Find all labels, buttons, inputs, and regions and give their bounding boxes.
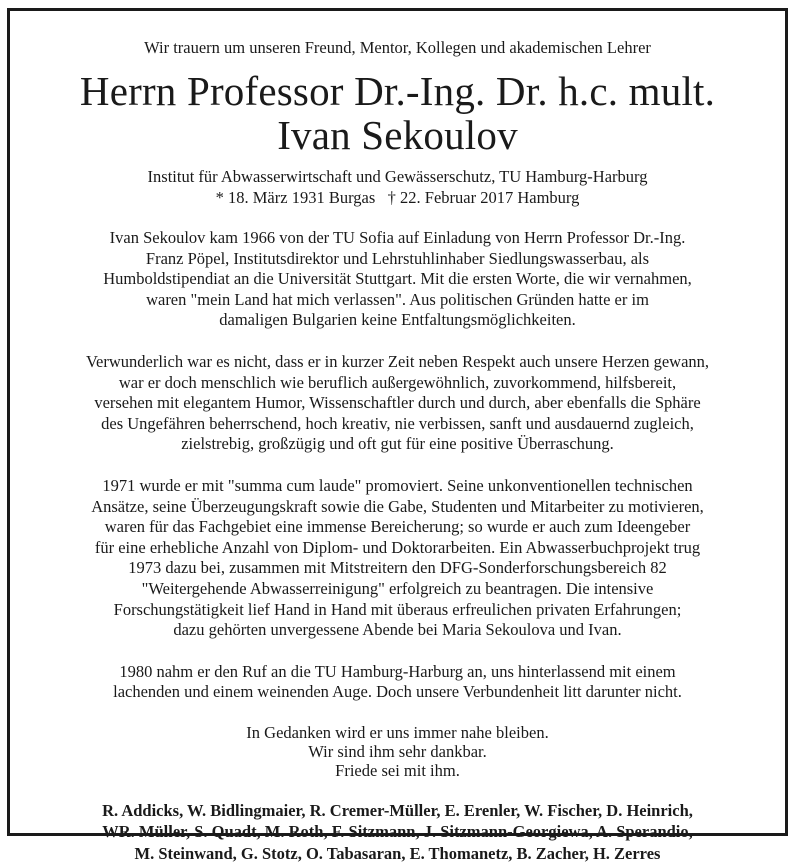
obituary-notice — [7, 8, 788, 864]
text-line: zielstrebig, großzügig und oft gut für eine positive Überraschung. — [181, 434, 614, 454]
text-line: Forschungstätigkeit lief Hand in Hand mit überaus erfreulichen privaten Erfahrungen; — [113, 599, 682, 619]
text-line: versehen mit elegantem Humor, Wissenschaftler durch und durch, aber ebenfalls die Sphäre — [94, 393, 701, 413]
paragraph-character — [7, 352, 788, 455]
institute-line: Institut für Abwasserwirtschaft und Gewässerschutz, TU Hamburg-Harburg — [147, 167, 648, 186]
signatory-line: M. Steinwand, G. Stotz, O. Tabasaran, E. Thomanetz, B. Zacher, H. Zerres — [134, 843, 661, 863]
text-line: für eine erhebliche Anzahl von Diplom- und Doktorarbeiten. Ein Abwasserbuchprojekt trug — [94, 537, 701, 557]
text-line: Ivan Sekoulov kam 1966 von der TU Sofia auf Einladung von Herrn Professor Dr.-Ing. — [109, 228, 686, 247]
text-line: Ansätze, seine Überzeugungskraft sowie die Gabe, Studenten und Mitarbeiter zu motivieren, — [91, 496, 704, 516]
deceased-title-line: Herrn Professor Dr.-Ing. Dr. h.c. mult. — [79, 68, 716, 114]
closing-words — [7, 723, 788, 780]
text-line: des Ungefähren beherrschend, hoch kreativ, nie verbissen, sanft und ausdauernd zugleich, — [101, 413, 694, 433]
closing-line: In Gedanken wird er uns immer nahe bleiben. — [246, 722, 549, 742]
text-line: war er doch menschlich wie beruflich außergewöhnlich, zuvorkommend, hilfsbereit, — [118, 372, 677, 392]
text-line: 1971 wurde er mit "summa cum laude" promoviert. Seine unkonventionellen technischen — [102, 475, 693, 495]
text-line: Verwunderlich war es nicht, dass er in kurzer Zeit neben Respekt auch unsere Herzen gewann, — [85, 351, 710, 371]
text-line: lachenden und einem weinenden Auge. Doch unsere Verbundenheit litt darunter nicht. — [113, 682, 682, 702]
text-line: 1973 dazu bei, zusammen mit Mitstreitern den DFG-Sonderforschungsbereich 82 — [128, 558, 667, 578]
deceased-name-line: Ivan Sekoulov — [277, 112, 518, 158]
text-line: waren für das Fachgebiet eine immense Bereicherung; so wurde er auch zum Ideengeber — [104, 517, 691, 537]
birth-death-dates: * 18. März 1931 Burgas † 22. Februar 2017 Hamburg — [215, 188, 580, 207]
text-line: dazu gehörten unvergessene Abende bei Maria Sekoulova und Ivan. — [173, 620, 622, 640]
text-line: damaligen Bulgarien keine Entfaltungsmöglichkeiten. — [219, 310, 576, 330]
text-line: Franz Pöpel, Institutsdirektor und Lehrstuhlinhaber Siedlungswasserbau, als — [145, 248, 650, 268]
paragraph-hamburg — [7, 662, 788, 703]
closing-line: Wir sind ihm sehr dankbar. — [308, 741, 487, 761]
intro-line: Wir trauern um unseren Freund, Mentor, Kollegen und akademischen Lehrer — [144, 38, 651, 57]
signatory-line: WR. Müller, S. Quadt, M. Roth, F. Sitzmann, J. Sitzmann-Georgiewa, A. Sperandio, — [102, 822, 693, 842]
text-line: "Weitergehende Abwasserreinigung" erfolgreich zu beantragen. Die intensive — [141, 578, 654, 598]
text-line: Humboldstipendiat an die Universität Stuttgart. Mit die ersten Worte, die wir vernahmen, — [103, 269, 692, 289]
paragraph-origin — [7, 228, 788, 331]
paragraph-research — [7, 476, 788, 641]
closing-line: Friede sei mit ihm. — [335, 760, 460, 780]
signatory-line: R. Addicks, W. Bidlingmaier, R. Cremer-Müller, E. Erenler, W. Fischer, D. Heinrich, — [102, 800, 693, 820]
signatories — [7, 800, 788, 864]
text-line: waren "mein Land hat mich verlassen". Aus politischen Gründen hatte er im — [146, 289, 649, 309]
text-line: 1980 nahm er den Ruf an die TU Hamburg-Harburg an, uns hinterlassend mit einem — [119, 661, 676, 681]
